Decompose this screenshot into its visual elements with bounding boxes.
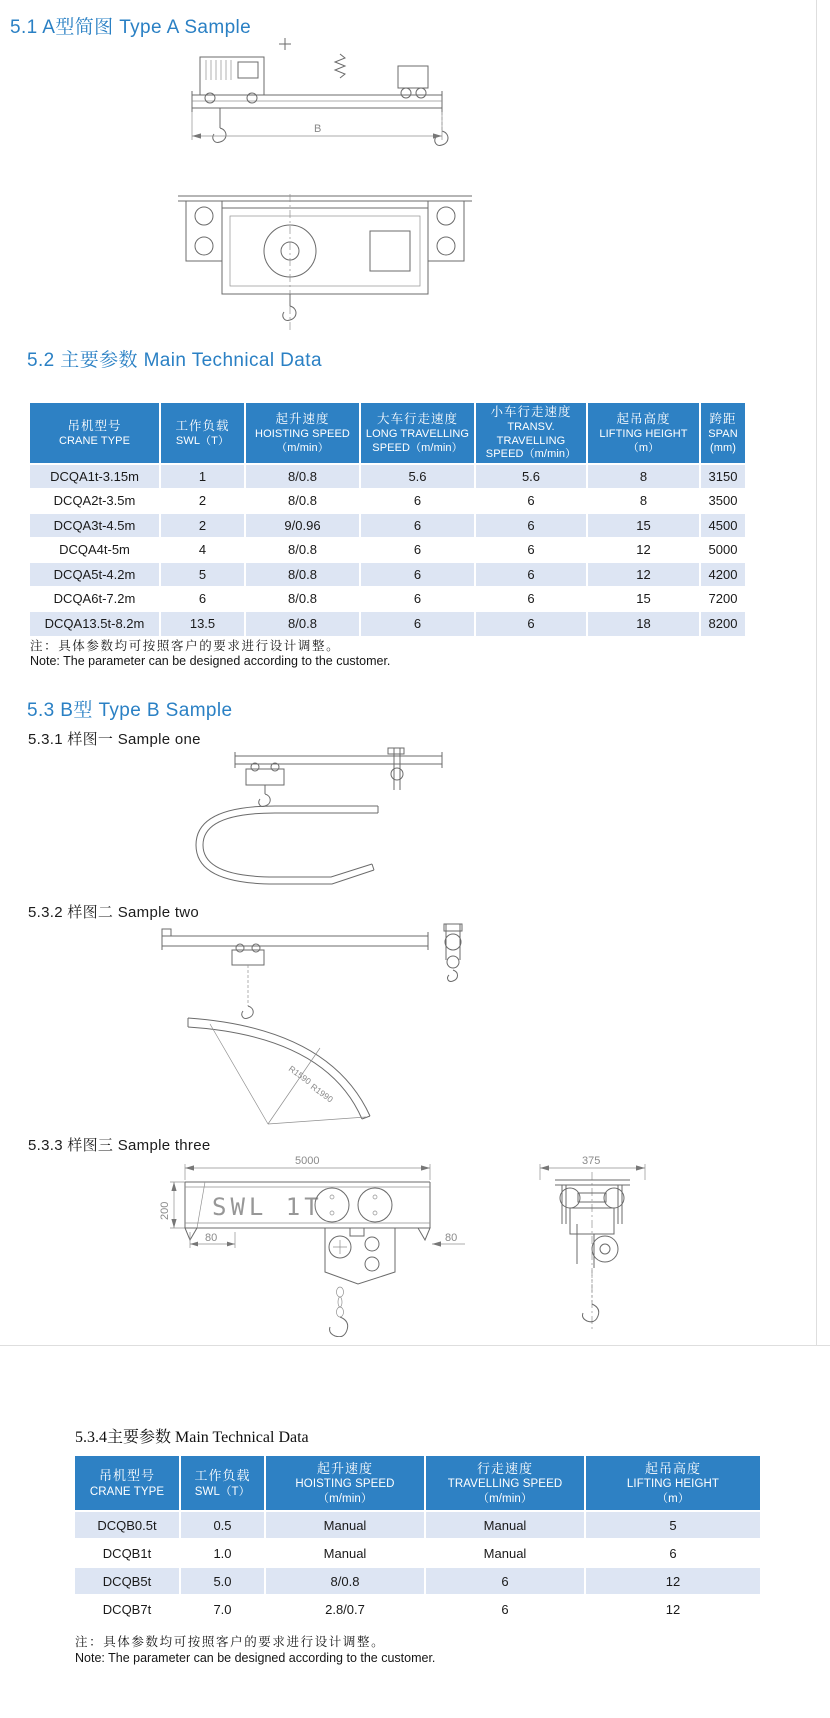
table-row xyxy=(30,562,745,587)
table-cell: 15 xyxy=(587,587,700,612)
column-header: 工作负载 SWL（T） xyxy=(160,403,245,464)
table-cell: DCQB0.5t xyxy=(75,1511,180,1539)
table-cell: Manual xyxy=(265,1511,425,1539)
table-row xyxy=(30,538,745,563)
page-edge-line xyxy=(816,0,817,1345)
sample-two-drawing xyxy=(150,920,480,1130)
table-cell: 8/0.8 xyxy=(245,587,360,612)
table-cell: 5 xyxy=(160,562,245,587)
overhang-right-label: 80 xyxy=(445,1232,458,1244)
type-a-end-view-drawing xyxy=(170,186,480,336)
table-cell: Manual xyxy=(425,1511,585,1539)
table-cell: 8 xyxy=(587,489,700,514)
table-row xyxy=(30,611,745,636)
table-cell: 6 xyxy=(360,611,475,636)
table-cell: DCQA4t-5m xyxy=(30,538,160,563)
table-row xyxy=(75,1595,760,1623)
note-cn: 注：具体参数均可按照客户的要求进行设计调整。 xyxy=(30,639,341,653)
table-cell: 0.5 xyxy=(180,1511,265,1539)
table-cell: 6 xyxy=(425,1595,585,1623)
column-header: 工作负载 SWL（T） xyxy=(180,1456,265,1511)
table-cell: DCQA13.5t-8.2m xyxy=(30,611,160,636)
table-cell: 8/0.8 xyxy=(245,489,360,514)
table-cell: 8/0.8 xyxy=(245,562,360,587)
column-header: 小车行走速度 TRANSV. TRAVELLING SPEED（m/min） xyxy=(475,403,587,464)
type-a-spec-table xyxy=(30,403,745,636)
table-row xyxy=(30,489,745,514)
section-5-1-heading: 5.1 A型简图 Type A Sample xyxy=(10,17,252,38)
table-cell: DCQA3t-4.5m xyxy=(30,513,160,538)
table-cell: 8/0.8 xyxy=(245,611,360,636)
beam-length-label: 5000 xyxy=(295,1155,320,1167)
column-header: 行走速度 TRAVELLING SPEED （m/min） xyxy=(425,1456,585,1511)
column-header: 吊机型号 CRANE TYPE xyxy=(75,1456,180,1511)
table-cell: DCQB5t xyxy=(75,1567,180,1595)
column-header: 大车行走速度 LONG TRAVELLING SPEED（m/min） xyxy=(360,403,475,464)
table-cell: 6 xyxy=(475,611,587,636)
table-cell: 5 xyxy=(585,1511,760,1539)
table-cell: 6 xyxy=(360,489,475,514)
overhang-left-label: 80 xyxy=(205,1232,218,1244)
table-cell: 7.0 xyxy=(180,1595,265,1623)
table-cell: 13.5 xyxy=(160,611,245,636)
column-header: 起吊高度 LIFTING HEIGHT （m） xyxy=(585,1456,760,1511)
table-cell: 1 xyxy=(160,464,245,489)
table-cell: 8/0.8 xyxy=(245,538,360,563)
span-dim-label: B xyxy=(314,123,322,135)
radius-outer-label: R1990 xyxy=(308,1081,335,1105)
note-en-2: Note: The parameter can be designed according to the customer. xyxy=(75,1651,436,1665)
table-cell: 4500 xyxy=(700,513,745,538)
table-cell: 2.8/0.7 xyxy=(265,1595,425,1623)
table-cell: 2 xyxy=(160,513,245,538)
table-cell: 12 xyxy=(585,1595,760,1623)
table-cell: 5.6 xyxy=(475,464,587,489)
table-cell: 6 xyxy=(360,513,475,538)
trolley-width-label: 375 xyxy=(582,1155,601,1167)
table-row xyxy=(30,513,745,538)
sample-three-drawing xyxy=(100,1152,660,1337)
table-cell: 3500 xyxy=(700,489,745,514)
table-cell: DCQA6t-7.2m xyxy=(30,587,160,612)
column-header: 吊机型号 CRANE TYPE xyxy=(30,403,160,464)
table-cell: 5.6 xyxy=(360,464,475,489)
table-cell: 6 xyxy=(475,587,587,612)
table-cell: 7200 xyxy=(700,587,745,612)
table-row xyxy=(30,587,745,612)
section-5-2-heading: 5.2 主要参数 Main Technical Data xyxy=(27,350,322,371)
note-en: Note: The parameter can be designed according to the customer. xyxy=(30,654,391,668)
type-b-spec-table xyxy=(75,1456,760,1623)
type-a-side-view-drawing xyxy=(180,36,480,181)
table-cell: 12 xyxy=(585,1567,760,1595)
swl-marking: SWL 1T xyxy=(212,1193,323,1221)
table-cell: 6 xyxy=(425,1567,585,1595)
table-header-row xyxy=(75,1456,760,1511)
table-cell: 12 xyxy=(587,538,700,563)
table-header-row xyxy=(30,403,745,464)
table-row xyxy=(30,464,745,489)
table-cell: 6 xyxy=(475,562,587,587)
table-cell: 3150 xyxy=(700,464,745,489)
section-5-3-3-heading: 5.3.3 样图三 Sample three xyxy=(28,1137,211,1154)
table-cell: 5000 xyxy=(700,538,745,563)
section-5-3-4-heading: 5.3.4主要参数 Main Technical Data xyxy=(75,1429,309,1446)
table-row xyxy=(75,1539,760,1567)
table-cell: 1.0 xyxy=(180,1539,265,1567)
radius-inner-label: R1590 xyxy=(286,1063,313,1087)
table-cell: 15 xyxy=(587,513,700,538)
table-cell: 6 xyxy=(475,538,587,563)
table-cell: 6 xyxy=(475,513,587,538)
table-cell: 8 xyxy=(587,464,700,489)
section-5-3-1-heading: 5.3.1 样图一 Sample one xyxy=(28,731,201,748)
column-header: 起升速度 HOISTING SPEED （m/min） xyxy=(265,1456,425,1511)
section-5-3-heading: 5.3 B型 Type B Sample xyxy=(27,700,233,721)
table-row xyxy=(75,1511,760,1539)
beam-height-label: 200 xyxy=(159,1201,171,1220)
table-cell: 6 xyxy=(360,587,475,612)
column-header: 起升速度 HOISTING SPEED （m/min） xyxy=(245,403,360,464)
table-cell: 8/0.8 xyxy=(245,464,360,489)
table-cell: 8200 xyxy=(700,611,745,636)
column-header: 起吊高度 LIFTING HEIGHT （m） xyxy=(587,403,700,464)
table-cell: 6 xyxy=(360,538,475,563)
table-cell: 5.0 xyxy=(180,1567,265,1595)
section-5-3-2-heading: 5.3.2 样图二 Sample two xyxy=(28,904,200,921)
table-cell: DCQA1t-3.15m xyxy=(30,464,160,489)
table-cell: 12 xyxy=(587,562,700,587)
table-cell: 9/0.96 xyxy=(245,513,360,538)
table-cell: 6 xyxy=(360,562,475,587)
table-cell: 2 xyxy=(160,489,245,514)
table-cell: DCQB7t xyxy=(75,1595,180,1623)
note-cn-2: 注：具体参数均可按照客户的要求进行设计调整。 xyxy=(75,1635,386,1649)
table-cell: 6 xyxy=(160,587,245,612)
table-cell: 6 xyxy=(585,1539,760,1567)
table-cell: 8/0.8 xyxy=(265,1567,425,1595)
table-cell: 4 xyxy=(160,538,245,563)
table-cell: Manual xyxy=(265,1539,425,1567)
page-separator-line xyxy=(0,1345,830,1346)
table-row xyxy=(75,1567,760,1595)
table-cell: 4200 xyxy=(700,562,745,587)
table-cell: DCQB1t xyxy=(75,1539,180,1567)
table-cell: DCQA5t-4.2m xyxy=(30,562,160,587)
column-header: 跨距 SPAN (mm) xyxy=(700,403,745,464)
table-cell: Manual xyxy=(425,1539,585,1567)
sample-one-drawing xyxy=(180,746,450,894)
table-cell: DCQA2t-3.5m xyxy=(30,489,160,514)
table-cell: 6 xyxy=(475,489,587,514)
table-cell: 18 xyxy=(587,611,700,636)
